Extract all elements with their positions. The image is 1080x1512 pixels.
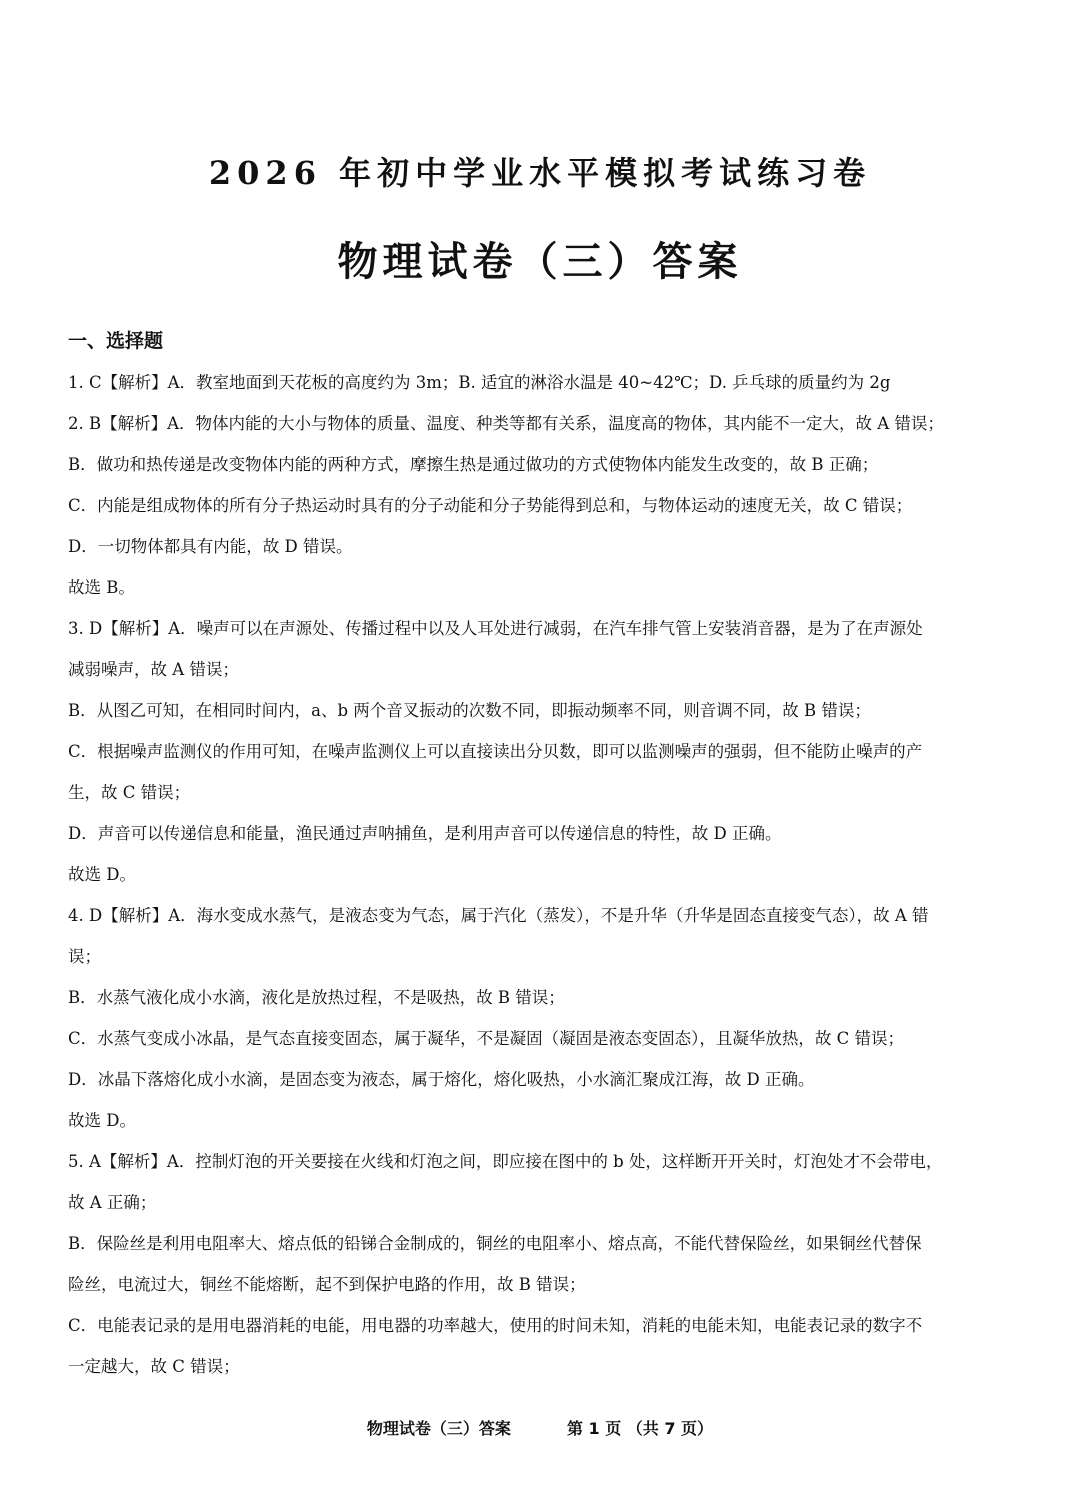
- page-footer: [0, 1416, 1080, 1439]
- text-line: 5. A【解析】A．控制灯泡的开关要接在火线和灯泡之间，即应接在图中的 b 处，这样断开开关时，灯泡处才不会带电，: [68, 1152, 943, 1171]
- text-line: 减弱噪声，故 A 错误；: [68, 660, 239, 679]
- answer-key-subtitle: 物理试卷（三）答案: [337, 238, 743, 285]
- section-heading: 一、选择题: [68, 330, 164, 352]
- text-line: B．水蒸气液化成小水滴，液化是放热过程，不是吸热，故 B 错误；: [68, 988, 565, 1007]
- text-line: C．内能是组成物体的所有分子热运动时具有的分子动能和分子势能得到总和，与物体运动的速度无关，故 C 错误；: [68, 496, 913, 515]
- text-line: D．冰晶下落熔化成小水滴，是固态变为液态，属于熔化，熔化吸热，小水滴汇聚成江海，故 D 正确。: [68, 1070, 815, 1089]
- text-line: C．水蒸气变成小冰晶，是气态直接变固态，属于凝华，不是凝固（凝固是液态变固态），且凝华放热，故 C 错误；: [68, 1029, 904, 1048]
- text-line: D．声音可以传递信息和能量，渔民通过声呐捕鱼，是利用声音可以传递信息的特性，故 D 正确。: [68, 824, 782, 843]
- text-line: 故选 D。: [68, 1111, 136, 1130]
- text-line: B．保险丝是利用电阻率大、熔点低的铅锑合金制成的，铜丝的电阻率小、熔点高，不能代替保险丝，如果铜丝代替保: [68, 1234, 922, 1253]
- answer-content: [68, 322, 1018, 1387]
- text-line: 故 A 正确；: [68, 1193, 157, 1212]
- text-line: 故选 B。: [68, 578, 135, 597]
- text-line: C．电能表记录的是用电器消耗的电能，用电器的功率越大，使用的时间未知，消耗的电能未知，电能表记录的数字不: [68, 1316, 923, 1335]
- footer-document-name: 物理试卷（三）答案: [366, 1419, 511, 1438]
- text-line: 险丝，电流过大，铜丝不能熔断，起不到保护电路的作用，故 B 错误；: [68, 1275, 586, 1294]
- text-line: 误；: [68, 947, 101, 966]
- text-line: 生，故 C 错误；: [68, 783, 191, 802]
- text-line: 一定越大，故 C 错误；: [68, 1357, 240, 1376]
- text-line: 3. D【解析】A．噪声可以在声源处、传播过程中以及人耳处进行减弱，在汽车排气管上安装消音器，是为了在声源处: [68, 619, 923, 638]
- text-line: C．根据噪声监测仪的作用可知，在噪声监测仪上可以直接读出分贝数，即可以监测噪声的强弱，但不能防止噪声的产: [68, 742, 923, 761]
- text-line: 4. D【解析】A．海水变成水蒸气，是液态变为气态，属于汽化（蒸发），不是升华（升华是固态直接变气态），故 A 错: [68, 906, 929, 925]
- text-line: 2. B【解析】A．物体内能的大小与物体的质量、温度、种类等都有关系，温度高的物体，其内能不一定大，故 A 错误；: [68, 414, 944, 433]
- footer-page-number: 第 1 页 （共 7 页）: [566, 1419, 714, 1438]
- text-line: B．做功和热传递是改变物体内能的两种方式，摩擦生热是通过做功的方式使物体内能发生改变的，故 B 正确；: [68, 455, 879, 474]
- text-line: B．从图乙可知，在相同时间内，a、b 两个音叉振动的次数不同，即振动频率不同，则音调不同，故 B 错误；: [68, 701, 871, 720]
- text-line: 故选 D。: [68, 865, 136, 884]
- text-line: D．一切物体都具有内能，故 D 错误。: [68, 537, 353, 556]
- exam-title: 2026 年初中学业水平模拟考试练习卷: [208, 154, 872, 192]
- text-line: 1. C【解析】A．教室地面到天花板的高度约为 3m；B. 适宜的淋浴水温是 40~42℃；D. 乒乓球的质量约为 2g: [68, 373, 891, 392]
